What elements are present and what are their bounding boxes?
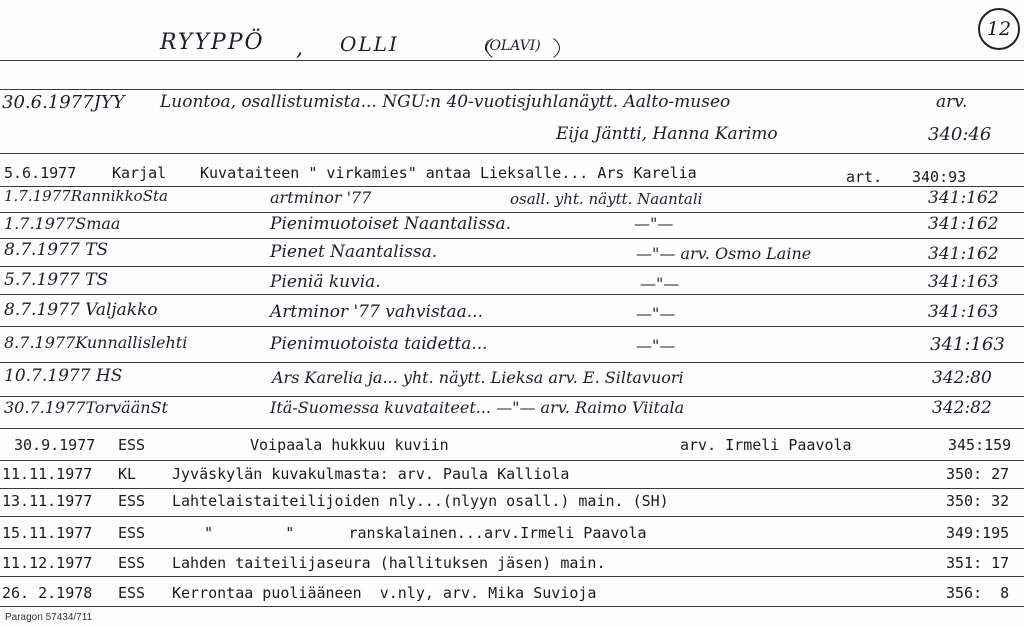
entry-ref: 341:162 xyxy=(928,244,999,264)
entry-ref: 342:80 xyxy=(932,368,992,388)
entry-text: Kuvataiteen " virkamies" antaa Lieksalle... Ars Karelia xyxy=(200,164,697,182)
entry-ref: 340:93 xyxy=(912,168,967,186)
entry-source: ESS xyxy=(118,492,146,510)
entry-ref: 341:163 xyxy=(928,302,999,322)
entry-text: Voipaala hukkuu kuviin xyxy=(250,436,449,454)
entry-ref: 341:163 xyxy=(928,272,999,292)
entry-text: Pienimuotoiset Naantalissa. xyxy=(270,214,512,234)
rule xyxy=(0,60,1024,61)
entry-date: 11.12.1977 xyxy=(2,554,93,572)
entry-date-source: 8.7.1977 Valjakko xyxy=(4,300,158,320)
entry-text: artminor '77 xyxy=(270,188,372,207)
entry-text: Pienimuotoista taidetta... xyxy=(270,334,488,354)
entry-text: Pienet Naantalissa. xyxy=(270,242,438,262)
entry-ref: 356: 8 xyxy=(946,584,1010,602)
entry-date: 11.11.1977 xyxy=(2,465,93,483)
entry-source: KL xyxy=(118,465,137,483)
entry-text: Lahden taiteilijaseura (hallituksen jäsen) main. xyxy=(172,554,606,572)
entry-role: arv. xyxy=(936,92,968,112)
rule xyxy=(0,460,1024,461)
firstname: OLLI xyxy=(340,32,399,56)
rule xyxy=(0,396,1024,397)
rule xyxy=(0,488,1024,489)
entry-text: Artminor '77 vahvistaa... xyxy=(270,302,483,322)
entry-ref: 340:46 xyxy=(928,124,992,145)
entry-ref: 351: 17 xyxy=(946,554,1010,572)
entry-source: ESS xyxy=(118,436,146,454)
entry-text: Itä-Suomessa kuvataiteet... —"— arv. Raimo Viitala xyxy=(270,398,685,417)
card-number xyxy=(978,8,1020,50)
rule xyxy=(0,212,1024,213)
entry-source: ESS xyxy=(118,584,146,602)
entry-role: arv. Irmeli Paavola xyxy=(680,436,852,454)
rule xyxy=(0,294,1024,295)
entry-ref: 341:162 xyxy=(928,188,999,208)
rule xyxy=(0,89,1024,90)
entry-role: —"— xyxy=(634,214,674,233)
entry-date-source: 10.7.1977 HS xyxy=(4,366,123,386)
entry-date: 13.11.1977 xyxy=(2,492,93,510)
entry-source: ESS xyxy=(118,554,146,572)
entry-role: —"— xyxy=(640,274,680,293)
rule xyxy=(0,516,1024,517)
rule xyxy=(0,428,1024,429)
rule xyxy=(0,326,1024,327)
entry-role: art. xyxy=(846,168,883,186)
surname: RYYPPÖ xyxy=(160,30,265,55)
entry-role: —"— xyxy=(636,336,676,355)
rule xyxy=(0,266,1024,267)
rule xyxy=(0,576,1024,577)
entry-ref: 345:159 xyxy=(948,436,1012,454)
entry-text: " " ranskalainen...arv.Irmeli Paavola xyxy=(204,524,647,542)
entry-date: 26. 2.1978 xyxy=(2,584,93,602)
entry-ref: 341:163 xyxy=(930,334,1005,355)
entry-role: osall. yht. näytt. Naantali xyxy=(510,190,703,208)
entry-text: Jyväskylän kuvakulmasta: arv. Paula Kalliola xyxy=(172,465,570,483)
entry-role: —"— xyxy=(636,304,676,323)
entry-text: Eija Jäntti, Hanna Karimo xyxy=(556,124,778,144)
entry-ref: 350: 32 xyxy=(946,492,1010,510)
entry-role: —"— arv. Osmo Laine xyxy=(636,244,812,263)
entry-text: Luontoa, osallistumista... NGU:n 40-vuotisjuhlanäytt. Aalto-museo xyxy=(160,92,731,112)
rule xyxy=(0,238,1024,239)
name-comma: , xyxy=(296,36,303,61)
entry-date-source: 1.7.1977Smaa xyxy=(4,214,121,233)
entry-ref: 350: 27 xyxy=(946,465,1010,483)
entry-ref: 342:82 xyxy=(932,398,992,418)
entry-date-source: 30.7.1977TorväänSt xyxy=(4,398,168,417)
entry-date: 30.9.1977 xyxy=(14,436,96,454)
entry-date: 5.6.1977 xyxy=(4,164,77,182)
entry-text: Ars Karelia ja... yht. näytt. Lieksa arv. E. Siltavuori xyxy=(272,368,684,387)
entry-date-source: 5.7.1977 TS xyxy=(4,270,109,290)
entry-text: Lahtelaistaiteilijoiden nly...(nlyyn osall.) main. (SH) xyxy=(172,492,669,510)
entry-source: Karjal xyxy=(112,164,167,182)
card-number-text: 12 xyxy=(986,18,1012,40)
entry-date: 15.11.1977 xyxy=(2,524,93,542)
rule xyxy=(0,362,1024,363)
rule xyxy=(0,548,1024,549)
entry-date-source: 1.7.1977RannikkoSta xyxy=(4,187,168,205)
entry-ref: 349:195 xyxy=(946,524,1010,542)
card-footer: Paragon 57434/711 xyxy=(5,612,93,623)
entry-source: ESS xyxy=(118,524,146,542)
entry-text: Kerrontaa puoliääneen v.nly, arv. Mika Suvioja xyxy=(172,584,597,602)
middlename: (OLAVI) xyxy=(484,38,541,54)
entry-date-source: 8.7.1977 TS xyxy=(4,240,109,260)
entry-date-source: 8.7.1977Kunnallislehti xyxy=(4,333,188,352)
rule xyxy=(0,606,1024,607)
entry-ref: 341:162 xyxy=(928,214,999,234)
entry-text: Pieniä kuvia. xyxy=(270,272,381,292)
entry-date-source: 30.6.1977JYY xyxy=(2,92,125,113)
rule xyxy=(0,153,1024,154)
